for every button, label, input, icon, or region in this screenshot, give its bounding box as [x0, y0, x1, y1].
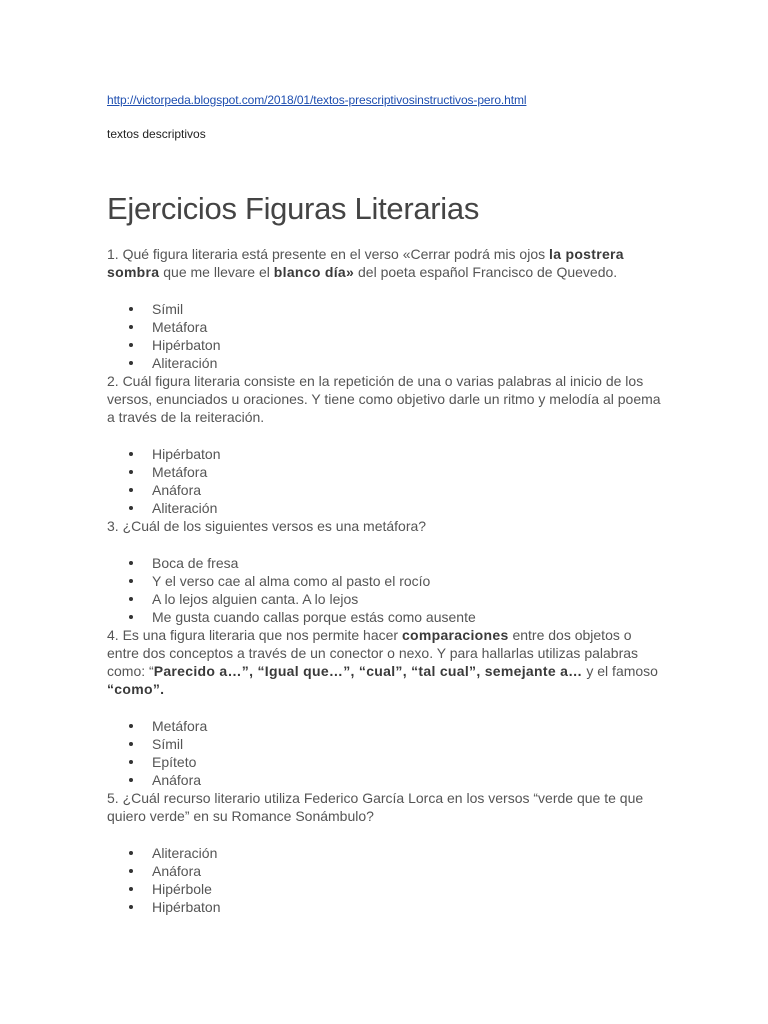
list-item — [128, 880, 667, 898]
option-label: Metáfora — [152, 718, 208, 734]
bullet-icon — [129, 615, 133, 619]
list-item — [128, 445, 667, 463]
list-item — [128, 318, 667, 336]
option-label: Símil — [152, 736, 184, 752]
list-item — [128, 336, 667, 354]
question-4 — [107, 626, 667, 698]
bullet-icon — [129, 579, 133, 583]
list-item — [128, 572, 667, 590]
option-label: Anáfora — [152, 482, 202, 498]
list-item — [128, 554, 667, 572]
bullet-icon — [129, 869, 133, 873]
options-list-3 — [107, 554, 667, 626]
question-text: del poeta español Francisco de Quevedo. — [354, 264, 618, 280]
bullet-icon — [129, 361, 133, 365]
question-emphasis: la postrera sombra — [107, 246, 624, 280]
list-item — [128, 590, 667, 608]
option-label: Símil — [152, 301, 184, 317]
bullet-icon — [129, 760, 133, 764]
bullet-icon — [129, 561, 133, 565]
option-label: Me gusta cuando callas porque estás como ausente — [152, 609, 476, 625]
source-link[interactable]: http://victorpeda.blogspot.com/2018/01/textos-prescriptivosinstructivos-pero.html — [107, 93, 527, 107]
bullet-icon — [129, 597, 133, 601]
question-2: 2. Cuál figura literaria consiste en la repetición de una o varias palabras al inicio de los versos, enunciados u oraciones. Y tiene como objetivo darle un ritmo y melodía al poema a través de la reiteración. — [107, 373, 661, 425]
option-label: Epíteto — [152, 754, 197, 770]
option-label: Aliteración — [152, 355, 218, 371]
bullet-icon — [129, 343, 133, 347]
bullet-icon — [129, 778, 133, 782]
options-list-2 — [107, 445, 667, 517]
bullet-icon — [129, 851, 133, 855]
page-title: Ejercicios Figuras Literarias — [107, 191, 480, 226]
question-emphasis: Parecido a…”, “Igual que…”, “cual”, “tal cual”, semejante a… — [153, 663, 583, 679]
bullet-icon — [129, 488, 133, 492]
option-label: A lo lejos alguien canta. A lo lejos — [152, 591, 359, 607]
list-item — [128, 717, 667, 735]
question-text: que me llevare el — [159, 264, 274, 280]
bullet-icon — [129, 325, 133, 329]
options-list-4 — [107, 717, 667, 789]
list-item — [128, 753, 667, 771]
option-label: Y el verso cae al alma como al pasto el rocío — [152, 573, 431, 589]
list-item — [128, 499, 667, 517]
list-item — [128, 862, 667, 880]
question-emphasis: “como”. — [107, 681, 165, 697]
list-item — [128, 898, 667, 916]
document-page — [107, 90, 667, 916]
option-label: Hipérbole — [152, 881, 212, 897]
question-5: 5. ¿Cuál recurso literario utiliza Federico García Lorca en los versos “verde que te que quiero verde” en su Romance Sonámbulo? — [107, 790, 644, 824]
question-text: 4. Es una figura literaria que nos permite hacer — [107, 627, 402, 643]
list-item — [128, 844, 667, 862]
question-text: 1. Qué figura literaria está presente en el verso «Cerrar podrá mis ojos — [107, 246, 549, 262]
bullet-icon — [129, 470, 133, 474]
list-item — [128, 771, 667, 789]
option-label: Hipérbaton — [152, 446, 221, 462]
list-item — [128, 735, 667, 753]
question-1 — [107, 245, 667, 281]
option-label: Anáfora — [152, 772, 202, 788]
list-item — [128, 481, 667, 499]
bullet-icon — [129, 905, 133, 909]
list-item — [128, 608, 667, 626]
options-list-1 — [107, 300, 667, 372]
options-list-5 — [107, 844, 667, 916]
option-label: Boca de fresa — [152, 555, 239, 571]
list-item — [128, 300, 667, 318]
question-3: 3. ¿Cuál de los siguientes versos es una metáfora? — [107, 518, 427, 534]
bullet-icon — [129, 452, 133, 456]
bullet-icon — [129, 506, 133, 510]
question-text: y el famoso — [582, 663, 658, 679]
bullet-icon — [129, 307, 133, 311]
option-label: Hipérbaton — [152, 337, 221, 353]
option-label: Hipérbaton — [152, 899, 221, 915]
list-item — [128, 354, 667, 372]
list-item — [128, 463, 667, 481]
bullet-icon — [129, 724, 133, 728]
option-label: Metáfora — [152, 319, 208, 335]
option-label: Aliteración — [152, 845, 218, 861]
subheading: textos descriptivos — [107, 127, 206, 141]
option-label: Aliteración — [152, 500, 218, 516]
option-label: Metáfora — [152, 464, 208, 480]
question-emphasis: blanco día» — [273, 264, 355, 280]
question-text: entre dos objetos o entre dos conceptos a través de un conector o nexo. Y para hallarlas utilizas palabras como: “ — [107, 627, 639, 679]
option-label: Anáfora — [152, 863, 202, 879]
question-emphasis: comparaciones — [401, 627, 509, 643]
bullet-icon — [129, 742, 133, 746]
bullet-icon — [129, 887, 133, 891]
